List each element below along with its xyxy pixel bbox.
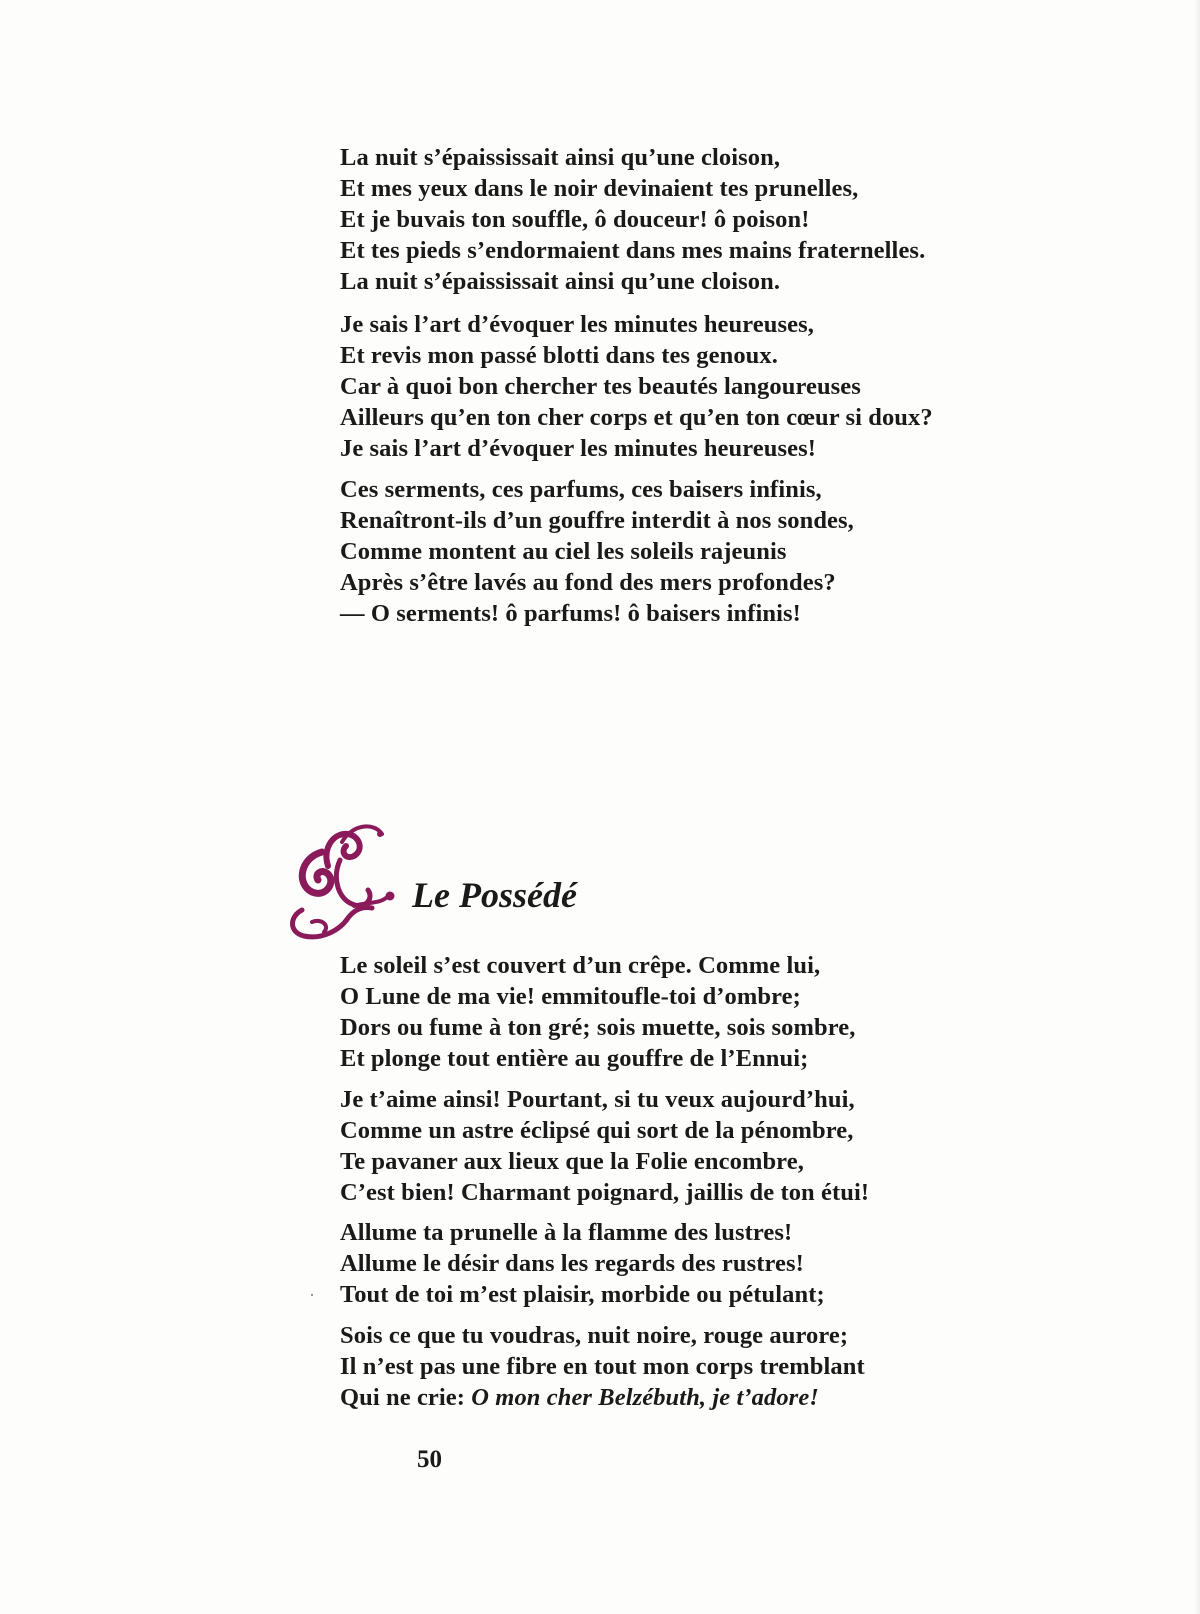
verse-line: Ces serments, ces parfums, ces baisers infinis, xyxy=(340,476,822,503)
verse-line-final xyxy=(340,1382,865,1413)
verse-line: Te pavaner aux lieux que la Folie encombre, xyxy=(340,1148,804,1175)
verse-line: Après s’être lavés au fond des mers profondes? xyxy=(340,569,836,596)
poem2-stanza-2 xyxy=(340,1084,869,1208)
poem-title: Le Possédé xyxy=(412,875,577,915)
verse-line: Tout de toi m’est plaisir, morbide ou pétulant; xyxy=(340,1281,825,1308)
final-line-italic: O mon cher Belzébuth, je t’adore! xyxy=(471,1384,819,1411)
verse-line: Sois ce que tu voudras, nuit noire, rouge aurore; xyxy=(340,1322,849,1349)
verse-line: Et je buvais ton souffle, ô douceur! ô poison! xyxy=(340,206,810,233)
verse-line: Je t’aime ainsi! Pourtant, si tu veux aujourd’hui, xyxy=(340,1086,855,1113)
verse-line: Je sais l’art d’évoquer les minutes heureuses, xyxy=(340,311,814,338)
ornamental-flourish-icon xyxy=(282,818,412,948)
verse-line: Car à quoi bon chercher tes beautés langoureuses xyxy=(340,373,861,400)
verse-line: C’est bien! Charmant poignard, jaillis de ton étui! xyxy=(340,1179,870,1206)
scan-speck xyxy=(311,1294,313,1296)
verse-line: Ailleurs qu’en ton cher corps et qu’en ton cœur si doux? xyxy=(340,404,933,431)
verse-line: La nuit s’épaississait ainsi qu’une cloison, xyxy=(340,144,781,171)
verse-line: Je sais l’art d’évoquer les minutes heureuses! xyxy=(340,435,816,462)
verse-line: Et revis mon passé blotti dans tes genoux. xyxy=(340,342,778,369)
verse-line: La nuit s’épaississait ainsi qu’une cloison. xyxy=(340,268,781,295)
final-line-prefix: Qui ne crie: xyxy=(340,1384,472,1411)
verse-line: Allume le désir dans les regards des rustres! xyxy=(340,1250,804,1277)
poem2-stanza-1 xyxy=(340,950,856,1074)
verse-line: Dors ou fume à ton gré; sois muette, sois sombre, xyxy=(340,1014,856,1041)
verse-line: Et mes yeux dans le noir devinaient tes prunelles, xyxy=(340,175,859,202)
verse-line: Il n’est pas une fibre en tout mon corps tremblant xyxy=(340,1353,865,1380)
verse-line: O Lune de ma vie! emmitoufle-toi d’ombre; xyxy=(340,983,801,1010)
verse-line: — O serments! ô parfums! ô baisers infinis! xyxy=(340,600,801,627)
poem1-stanza-1 xyxy=(340,142,925,297)
verse-line: Allume ta prunelle à la flamme des lustres! xyxy=(340,1219,793,1246)
verse-line: Et plonge tout entière au gouffre de l’Ennui; xyxy=(340,1045,809,1072)
poem-heading xyxy=(282,818,702,948)
verse-line: Comme montent au ciel les soleils rajeunis xyxy=(340,538,787,565)
verse-line: Le soleil s’est couvert d’un crêpe. Comme lui, xyxy=(340,952,821,979)
page-number: 50 xyxy=(417,1446,442,1473)
verse-line: Renaîtront-ils d’un gouffre interdit à nos sondes, xyxy=(340,507,854,534)
poem1-stanza-2 xyxy=(340,309,933,464)
verse-line: Comme un astre éclipsé qui sort de la pénombre, xyxy=(340,1117,854,1144)
poem2-stanza-3 xyxy=(340,1217,825,1310)
poem2-stanza-4 xyxy=(340,1320,865,1413)
verse-line: Et tes pieds s’endormaient dans mes mains fraternelles. xyxy=(340,237,926,264)
poem1-stanza-3 xyxy=(340,474,854,629)
